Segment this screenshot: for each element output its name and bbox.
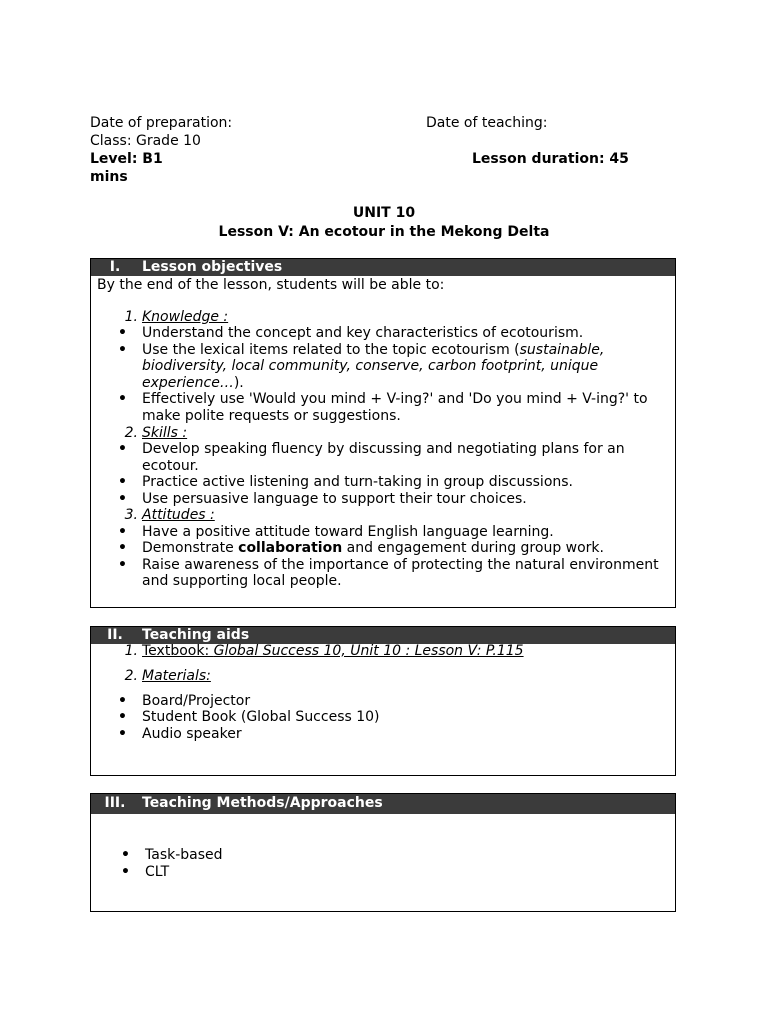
bullet: • (118, 342, 127, 358)
list-heading-text: Knowledge : (142, 309, 229, 325)
teaching-methods-section (90, 793, 676, 912)
textbook-title: Global Success 10, Unit 10 : Lesson V: P.115 (213, 643, 524, 659)
list-number: 1. (124, 309, 138, 325)
list-heading-text: Skills : (142, 425, 188, 441)
list-item-text: Have a positive attitude toward English language learning. (142, 524, 554, 540)
list-number: 2. (124, 668, 138, 684)
list-number: 3. (124, 507, 138, 523)
list-item-text: Use persuasive language to support their tour choices. (142, 491, 527, 507)
list-item-text-bold: collaboration (238, 540, 343, 556)
list-item (118, 325, 584, 342)
bullet: • (118, 693, 127, 709)
list-heading-text: Materials: (142, 668, 211, 684)
list-item-text: Raise awareness of the importance of protecting the natural environment (142, 557, 659, 573)
list-item-continuation (142, 375, 244, 392)
list-item-continuation: make polite requests or suggestions. (142, 408, 401, 424)
objectives-intro: By the end of the lesson, students will be able to: (97, 277, 445, 293)
list-item-text: Develop speaking fluency by discussing and negotiating plans for an (142, 441, 625, 457)
list-item-text: Board/Projector (142, 693, 251, 709)
bullet: • (118, 474, 127, 490)
date-of-preparation: Date of preparation: (90, 115, 233, 131)
section-number: III. (104, 795, 126, 811)
level-label: Level: B1 (90, 151, 163, 167)
section-title: Teaching aids (142, 627, 250, 643)
class-label: Class: Grade 10 (90, 133, 201, 149)
lesson-objectives-section (90, 258, 676, 608)
list-item (118, 557, 659, 574)
list-number: 1. (124, 643, 138, 659)
section-header (91, 794, 675, 814)
bullet: • (118, 557, 127, 573)
list-item (118, 474, 574, 491)
list-item-text: CLT (145, 864, 170, 880)
list-item (121, 847, 223, 864)
list-item (118, 540, 604, 557)
lesson-title: Lesson V: An ecotour in the Mekong Delta (218, 224, 550, 240)
skills-heading (124, 425, 188, 442)
section-title: Teaching Methods/Approaches (142, 795, 383, 811)
list-item-text: Understand the concept and key characteristics of ecotourism. (142, 325, 584, 341)
teaching-aids-section (90, 626, 676, 776)
list-item-text: ). (233, 375, 244, 391)
bullet: • (118, 391, 127, 407)
list-heading-text: Attitudes : (142, 507, 215, 523)
list-item (118, 709, 380, 726)
bullet: • (118, 441, 127, 457)
bullet: • (118, 726, 127, 742)
bullet: • (121, 847, 130, 863)
materials-heading (124, 668, 211, 685)
list-item-continuation: ecotour. (142, 458, 199, 474)
date-of-teaching: Date of teaching: (426, 115, 548, 131)
list-item (118, 726, 242, 743)
list-item-text-italic: sustainable, (519, 342, 605, 358)
section-header (91, 259, 675, 276)
list-item-text: Demonstrate (142, 540, 239, 556)
list-item (118, 391, 648, 408)
unit-title: UNIT 10 (352, 205, 416, 221)
textbook-item (124, 643, 524, 660)
list-item (118, 342, 605, 359)
list-item-text: Audio speaker (142, 726, 242, 742)
attitudes-heading (124, 507, 215, 524)
bullet: • (118, 540, 127, 556)
lesson-duration: Lesson duration: 45 (472, 151, 629, 167)
section-title: Lesson objectives (142, 259, 283, 275)
bullet: • (118, 325, 127, 341)
bullet: • (118, 709, 127, 725)
list-item-text: Student Book (Global Success 10) (142, 709, 380, 725)
list-item-text: Task-based (145, 847, 223, 863)
list-item (118, 693, 251, 710)
list-item (118, 491, 527, 508)
list-item-continuation: and supporting local people. (142, 573, 342, 589)
section-number: I. (109, 259, 121, 275)
knowledge-heading (124, 309, 229, 326)
bullet: • (118, 524, 127, 540)
bullet: • (118, 491, 127, 507)
list-item-text: and engagement during group work. (342, 540, 604, 556)
list-item-text: Use the lexical items related to the topic ecotourism ( (142, 342, 520, 358)
textbook-label: Textbook: (142, 643, 214, 659)
list-item (118, 524, 554, 541)
lesson-duration-unit: mins (90, 169, 128, 185)
list-item (121, 864, 170, 881)
list-item-text-italic: experience… (142, 375, 234, 391)
list-number: 2. (124, 425, 138, 441)
list-item-text: Practice active listening and turn-taking in group discussions. (142, 474, 574, 490)
bullet: • (121, 864, 130, 880)
section-header (91, 627, 675, 644)
list-item (118, 441, 625, 458)
list-item-text: Effectively use 'Would you mind + V-ing?' and 'Do you mind + V-ing?' to (142, 391, 648, 407)
section-number: II. (107, 627, 123, 643)
list-item-continuation: biodiversity, local community, conserve, carbon footprint, unique (142, 358, 599, 374)
